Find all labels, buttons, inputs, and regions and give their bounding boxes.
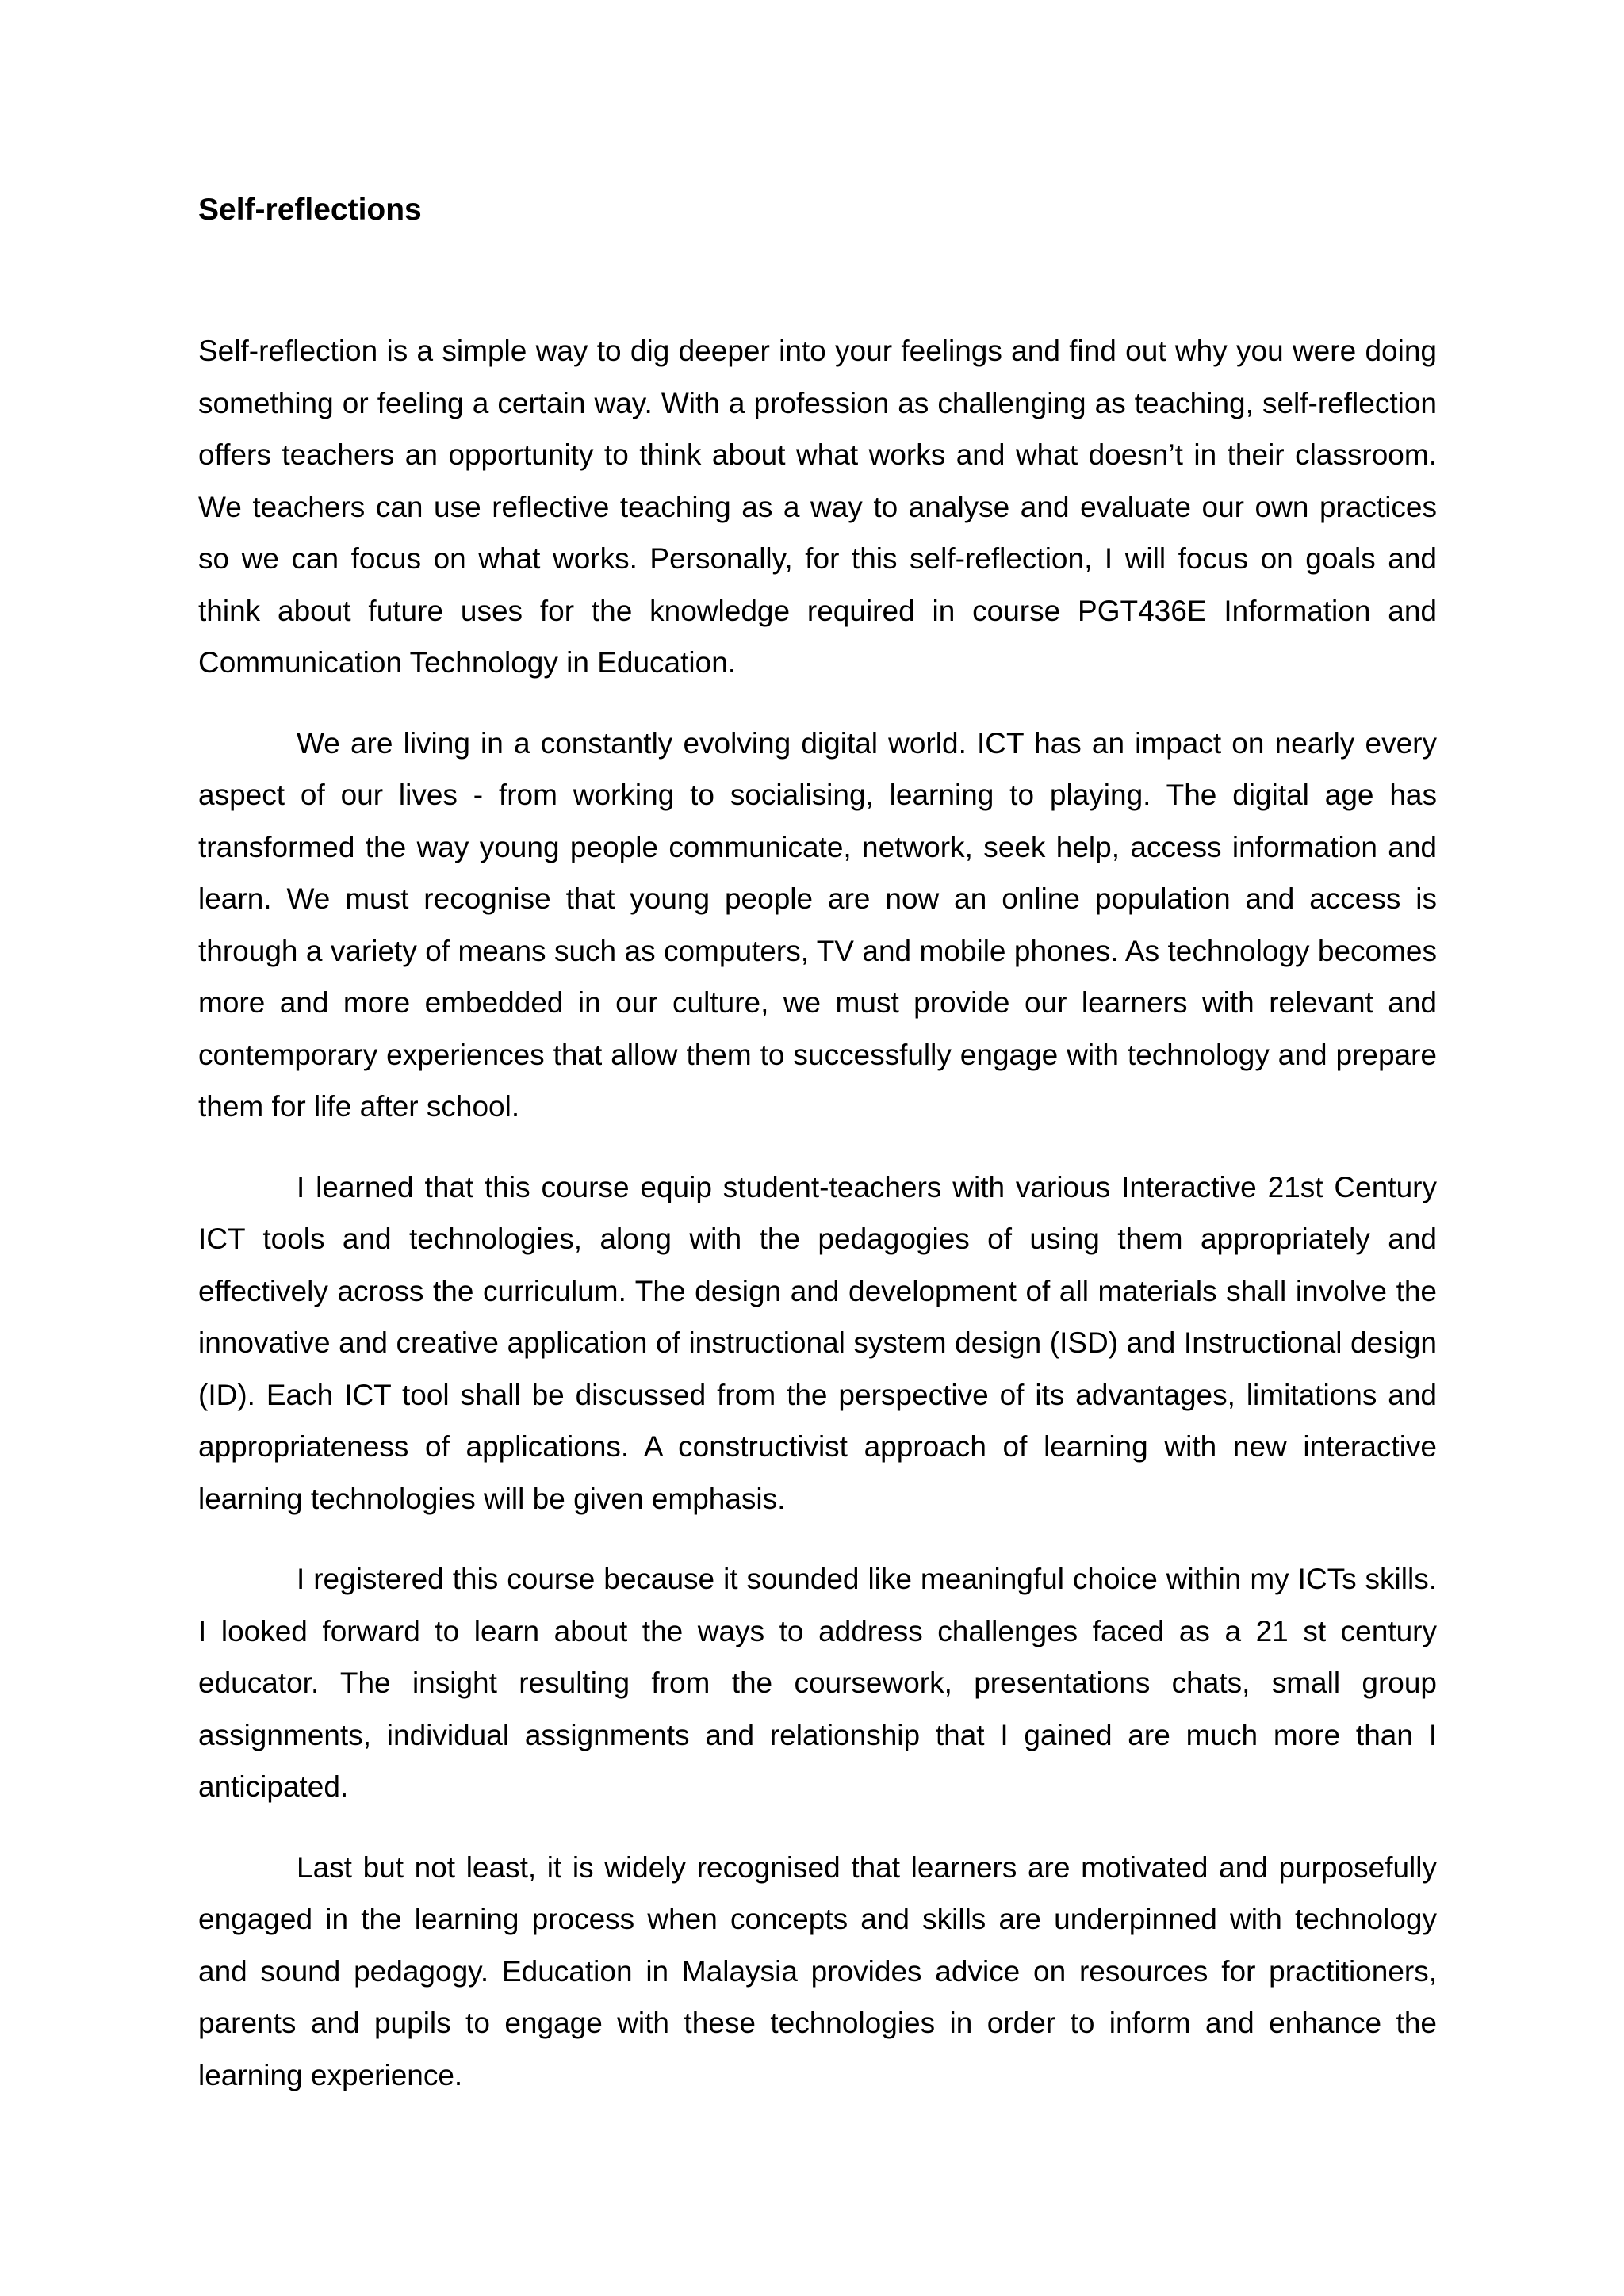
paragraph-registration: I registered this course because it sounded like meaningful choice within my ICTs skills. I looked forward to learn about the ways to address challenges faced as a 21 st century educator. The insight resulting from the coursework, presentations chats, small group assignments, individual assignments and relationship that I gained are much more than I anticipated. — [198, 1563, 1437, 1803]
document-body — [198, 325, 1437, 2130]
paragraph-course-learning: I learned that this course equip student-teachers with various Interactive 21st Century ICT tools and technologies, along with the pedagogies of using them appropriately and effectively across the curriculum. The design and development of all materials shall involve the innovative and creative application of instructional system design (ISD) and Instructional design (ID). Each ICT tool shall be discussed from the perspective of its advantages, limitations and appropriateness of applications. A constructivist approach of learning with new interactive learning technologies will be given emphasis. — [198, 1170, 1437, 1515]
paragraph-digital-world: We are living in a constantly evolving digital world. ICT has an impact on nearly every aspect of our lives - from working to socialising, learning to playing. The digital age has transformed the way young people communicate, network, seek help, access information and learn. We must recognise that young people are now an online population and access is through a variety of means such as computers, TV and mobile phones. As technology becomes more and more embedded in our culture, we must provide our learners with relevant and contemporary experiences that allow them to successfully engage with technology and prepare them for life after school. — [198, 726, 1437, 1123]
document-title: Self-reflections — [198, 193, 422, 227]
paragraph-conclusion: Last but not least, it is widely recognised that learners are motivated and purposefully engaged in the learning process when concepts and skills are underpinned with technology and sound pedagogy. Education in Malaysia provides advice on resources for practitioners, parents and pupils to engage with these technologies in order to inform and enhance the learning experience. — [198, 1850, 1437, 2091]
paragraph-intro: Self-reflection is a simple way to dig deeper into your feelings and find out why you were doing something or feeling a certain way. With a profession as challenging as teaching, self-reflection offers teachers an opportunity to think about what works and what doesn’t in their classroom. We teachers can use reflective teaching as a way to analyse and evaluate our own practices so we can focus on what works. Personally, for this self-reflection, I will focus on goals and think about future uses for the knowledge required in course PGT436E Information and Communication Technology in Education. — [198, 335, 1437, 679]
document-page — [198, 0, 1437, 2296]
